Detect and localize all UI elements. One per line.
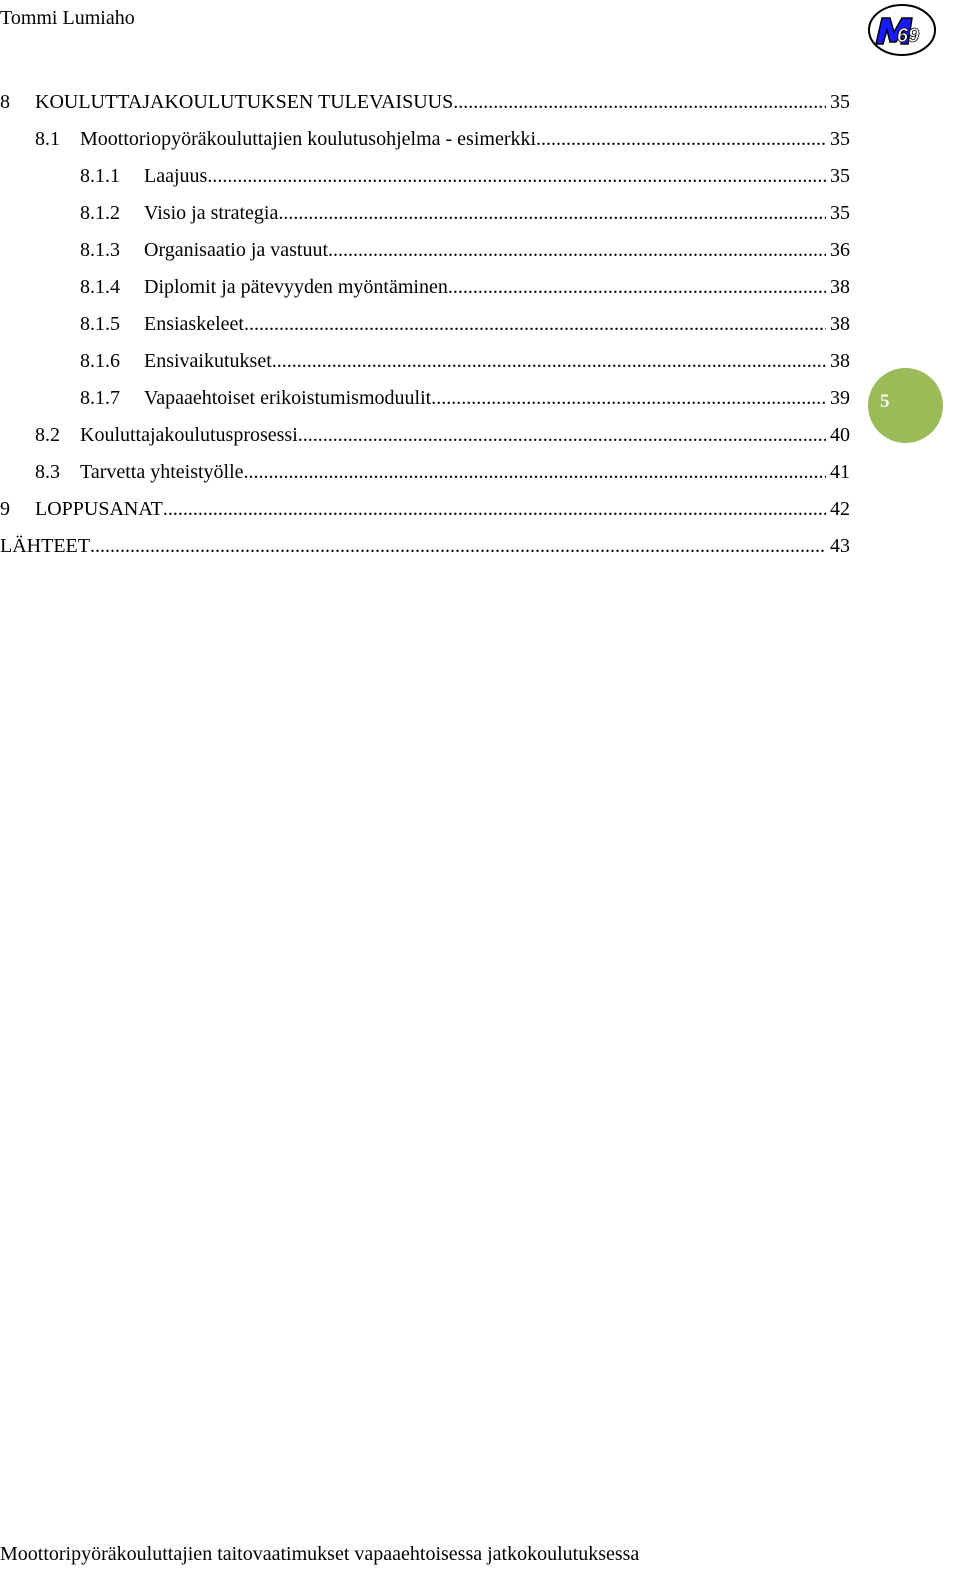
toc-dot-leader: [536, 121, 826, 158]
table-of-contents: [0, 84, 850, 565]
toc-entry-page: 41: [830, 461, 850, 483]
toc-entry-page: 43: [830, 535, 850, 557]
toc-dot-leader: [431, 380, 826, 417]
toc-entry[interactable]: [0, 195, 850, 232]
toc-dot-leader: [244, 306, 826, 343]
toc-entry-number: 8.1: [35, 128, 60, 150]
toc-entry-title: Ensiaskeleet: [144, 313, 244, 335]
toc-entry-number: 8.1.5: [80, 313, 120, 335]
toc-dot-leader: [278, 195, 826, 232]
toc-entry-page: 35: [830, 202, 850, 224]
toc-entry-title: LÄHTEET: [0, 535, 90, 557]
toc-entry-page: 36: [830, 239, 850, 261]
logo-icon: [868, 4, 936, 56]
toc-entry-page: 42: [830, 498, 850, 520]
toc-entry-page: 35: [830, 128, 850, 150]
toc-entry-page: 38: [830, 350, 850, 372]
toc-dot-leader: [448, 269, 826, 306]
toc-entry-page: 39: [830, 387, 850, 409]
toc-entry-number: 8.1.2: [80, 202, 120, 224]
toc-entry[interactable]: [0, 417, 850, 454]
toc-entry-number: 8.3: [35, 461, 60, 483]
toc-entry[interactable]: [0, 158, 850, 195]
toc-entry-number: 8.1.1: [80, 165, 120, 187]
toc-entry-number: 8.1.3: [80, 239, 120, 261]
toc-dot-leader: [244, 454, 826, 491]
toc-entry-number: 9: [0, 498, 10, 520]
toc-dot-leader: [163, 491, 826, 528]
toc-entry-title: Vapaaehtoiset erikoistumismoduulit: [144, 387, 432, 409]
toc-entry[interactable]: [0, 84, 850, 121]
toc-entry-number: 8.2: [35, 424, 60, 446]
toc-entry-title: LOPPUSANAT: [35, 498, 163, 520]
toc-entry[interactable]: [0, 528, 850, 565]
toc-entry-page: 38: [830, 276, 850, 298]
footer-title: Moottoripyöräkouluttajien taitovaatimukset vapaaehtoisessa jatkokoulutuksessa: [0, 1543, 640, 1565]
page-number: 5: [880, 391, 890, 412]
toc-dot-leader: [298, 417, 826, 454]
toc-entry[interactable]: [0, 232, 850, 269]
header-author: Tommi Lumiaho: [0, 7, 135, 29]
toc-entry-number: 8.1.7: [80, 387, 120, 409]
logo-text: 69: [896, 25, 920, 47]
toc-entry-page: 38: [830, 313, 850, 335]
toc-dot-leader: [272, 343, 826, 380]
toc-dot-leader: [207, 158, 826, 195]
toc-entry-title: Moottoriopyöräkouluttajien koulutusohjelma - esimerkki: [80, 128, 537, 150]
toc-entry-title: Organisaatio ja vastuut: [144, 239, 329, 261]
page-number-badge: [868, 368, 943, 443]
toc-dot-leader: [90, 528, 826, 565]
toc-dot-leader: [328, 232, 826, 269]
toc-entry-title: Diplomit ja pätevyyden myöntäminen: [144, 276, 448, 298]
toc-entry-number: 8: [0, 91, 10, 113]
toc-entry-title: Ensivaikutukset: [144, 350, 272, 372]
toc-entry-title: Kouluttajakoulutusprosessi: [80, 424, 298, 446]
toc-entry-title: KOULUTTAJAKOULUTUKSEN TULEVAISUUS: [35, 91, 454, 113]
toc-entry[interactable]: [0, 380, 850, 417]
toc-entry-page: 35: [830, 91, 850, 113]
toc-entry-page: 40: [830, 424, 850, 446]
toc-entry[interactable]: [0, 269, 850, 306]
toc-entry[interactable]: [0, 306, 850, 343]
toc-entry-title: Laajuus: [144, 165, 208, 187]
toc-entry[interactable]: [0, 454, 850, 491]
toc-dot-leader: [453, 84, 826, 121]
toc-entry[interactable]: [0, 343, 850, 380]
toc-entry-number: 8.1.4: [80, 276, 120, 298]
toc-entry-number: 8.1.6: [80, 350, 120, 372]
toc-entry[interactable]: [0, 491, 850, 528]
toc-entry-title: Tarvetta yhteistyölle: [80, 461, 244, 483]
toc-entry[interactable]: [0, 121, 850, 158]
toc-entry-page: 35: [830, 165, 850, 187]
toc-entry-title: Visio ja strategia: [144, 202, 279, 224]
